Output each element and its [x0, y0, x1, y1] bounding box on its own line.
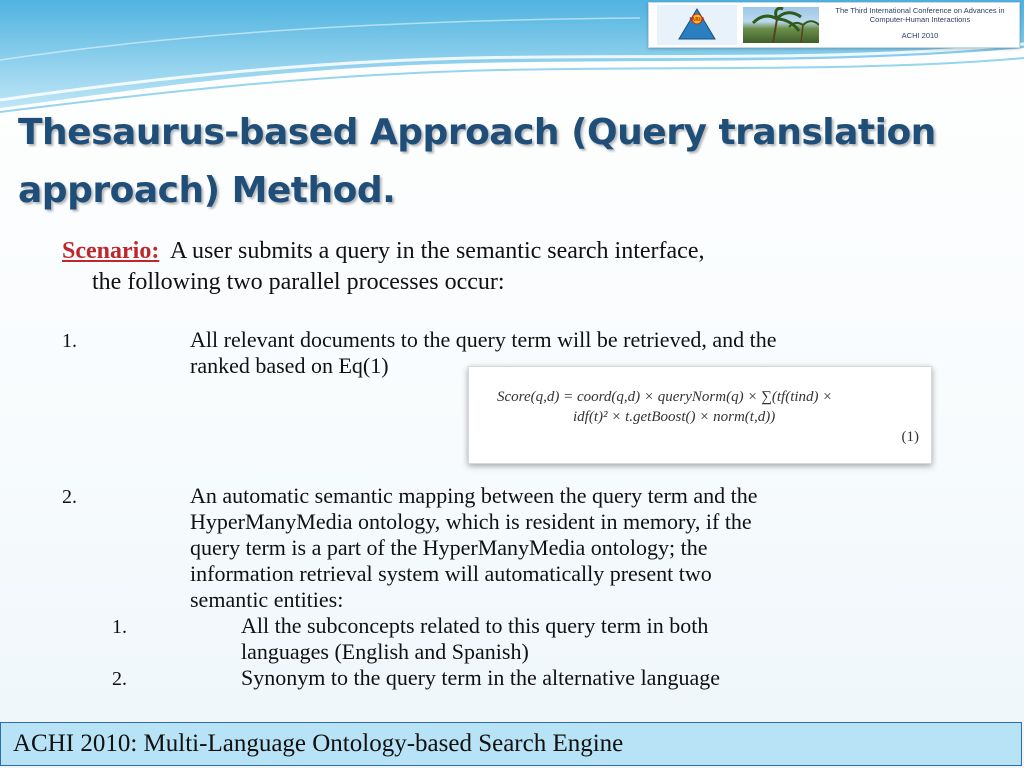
item-2-line-4: information retrieval system will automatically present two	[190, 561, 712, 586]
banner-line-1: The Third International Conference on Advances in	[835, 6, 1005, 15]
subitem-2-line-1: Synonym to the query term in the alternative language	[241, 665, 720, 690]
equation-line-2: idf(t)² × t.getBoost() × norm(t,d))	[573, 409, 776, 425]
equation-figure	[468, 366, 932, 464]
item-1-line-1: All relevant documents to the query term will be retrieved, and the	[190, 327, 777, 352]
subitem-1-line-2: languages (English and Spanish)	[241, 639, 529, 664]
subitem-1-line-1: All the subconcepts related to this query term in both	[241, 613, 709, 638]
footer-bar	[0, 722, 1022, 766]
scenario-paragraph-line-1	[62, 238, 704, 265]
scenario-text-line-1: A user submits a query in the semantic search interface,	[170, 238, 705, 264]
item-2-number: 2.	[62, 486, 77, 508]
banner-year: ACHI 2010	[901, 31, 939, 40]
banner-line-2: Computer-Human Interactions	[869, 15, 971, 24]
logo-text: IARIA	[689, 17, 705, 23]
footer-text: ACHI 2010: Multi-Language Ontology-based Search Engine	[13, 730, 624, 757]
slide-title-line-2: approach) Method.	[18, 170, 396, 211]
slide-title-line-1: Thesaurus-based Approach (Query translation	[18, 112, 936, 153]
item-1-number: 1.	[62, 330, 77, 352]
equation-number: (1)	[901, 429, 919, 445]
item-2-line-5: semantic entities:	[190, 587, 344, 612]
item-1-line-2: ranked based on Eq(1)	[190, 353, 389, 378]
item-2-line-2: HyperManyMedia ontology, which is resident in memory, if the	[190, 509, 752, 534]
item-2-line-3: query term is a part of the HyperManyMedia ontology; the	[190, 535, 708, 560]
subitem-1-number: 1.	[112, 616, 127, 638]
scenario-text-line-2: the following two parallel processes occur:	[92, 269, 505, 295]
subitem-2-number: 2.	[112, 668, 127, 690]
equation-line-1: Score(q,d) = coord(q,d) × queryNorm(q) × ∑(tf(tind) ×	[497, 389, 833, 405]
scenario-label: Scenario:	[62, 238, 160, 264]
item-2-line-1: An automatic semantic mapping between the query term and the	[190, 483, 758, 508]
